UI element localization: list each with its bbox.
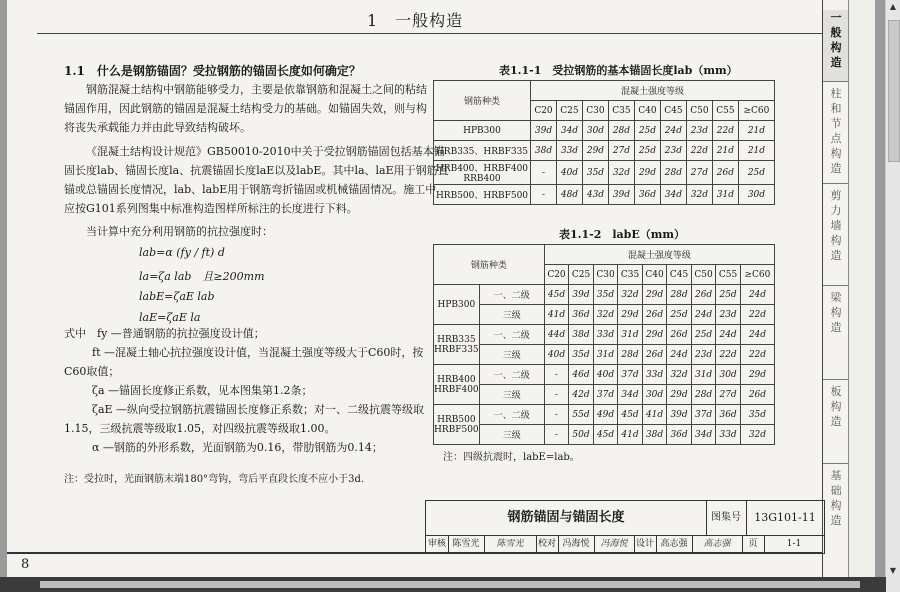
table2-row-header: 钢筋种类	[434, 245, 545, 285]
table2-cell: 33d	[716, 425, 741, 445]
atlas-value: 13G101-11	[746, 501, 824, 536]
table1-cell: 30d	[582, 121, 608, 141]
table-row	[434, 385, 775, 405]
table1-cell: 28d	[608, 121, 634, 141]
scroll-down-icon[interactable]: ▼	[889, 566, 897, 575]
table1-cell: 23d	[686, 121, 712, 141]
table2-cell: 41d	[544, 305, 569, 325]
formula-labe: labE=ζaE lab	[139, 290, 215, 303]
horizontal-scrollbar[interactable]	[0, 577, 886, 592]
table1-cell: 34d	[660, 185, 686, 205]
table2-cell: 36d	[569, 305, 594, 325]
section-heading: 1.1 什么是钢筋锚固？受拉钢筋的锚固长度如何确定？	[64, 64, 361, 78]
table1-column-header: C35	[608, 101, 634, 121]
paragraph-2	[64, 142, 449, 218]
table2-cell: 35d	[569, 345, 594, 365]
definition-line: ft —混凝土轴心抗拉强度设计值，当混凝土强度等级大于C60时，按	[92, 346, 424, 359]
table2-grade: 三级	[479, 385, 544, 405]
table2	[433, 244, 775, 445]
table2-cell: 50d	[569, 425, 594, 445]
title-block	[425, 500, 825, 554]
page-number: 8	[21, 557, 30, 572]
table2-cell: 24d	[691, 305, 716, 325]
table2-column-header: C25	[569, 265, 594, 285]
sidebar-divider	[823, 285, 849, 286]
table-row	[434, 185, 775, 205]
table1-group-header: 混凝土强度等级	[531, 81, 775, 101]
table2-cell: 22d	[716, 345, 741, 365]
table2-cell: 23d	[716, 305, 741, 325]
table1-cell: 27d	[608, 141, 634, 161]
paragraph-1	[64, 80, 427, 137]
design-label: 设计	[634, 535, 657, 553]
table2-column-header: C30	[593, 265, 618, 285]
table2-cell: -	[544, 365, 569, 385]
table1	[433, 80, 775, 205]
table2-cell: -	[544, 385, 569, 405]
sidebar-tab-4[interactable]: 板 构 造	[830, 385, 842, 428]
table2-cell: 33d	[642, 365, 667, 385]
table2-cell: 29d	[642, 325, 667, 345]
sidebar-tab-5[interactable]: 基 础 构 造	[830, 469, 842, 527]
review-name: 陈雪光	[448, 535, 485, 553]
table2-cell: 38d	[642, 425, 667, 445]
page-value: 1-1	[786, 539, 802, 549]
table1-column-header: C50	[686, 101, 712, 121]
table-row	[434, 161, 775, 185]
table2-cell: 28d	[618, 345, 643, 365]
table2-column-header: C45	[667, 265, 692, 285]
horizontal-scroll-thumb[interactable]	[40, 581, 860, 588]
check-name: 冯海悦	[558, 535, 595, 553]
table2-cell: 49d	[593, 405, 618, 425]
table2-grade: 一、二级	[479, 285, 544, 305]
table2-cell: 31d	[618, 325, 643, 345]
design-signature: 高志强	[692, 535, 743, 553]
section-note: 注：受拉时，光面钢筋末端180°弯钩，弯后平直段长度不应小于3d.	[64, 474, 365, 485]
review-signature: 陈雪光	[484, 535, 537, 553]
paragraph-line: 钢筋混凝土结构中钢筋能够受力，主要是依靠钢筋和混凝土之间的粘结	[86, 83, 427, 96]
table2-cell: 37d	[618, 365, 643, 385]
table1-cell: 22d	[686, 141, 712, 161]
table2-group-name: HPB300	[434, 285, 480, 325]
table2-cell: 22d	[740, 305, 774, 325]
table2-column-header: C20	[544, 265, 569, 285]
table1-cell: 39d	[531, 121, 557, 141]
table-row	[434, 325, 775, 345]
table2-grade: 一、二级	[479, 365, 544, 385]
table1-column-header: C40	[634, 101, 660, 121]
definition-line: 式中 fy —普通钢筋的抗拉强度设计值；	[64, 327, 265, 340]
table1-cell: 31d	[712, 185, 738, 205]
paragraph-line: 锚固作用，因此钢筋的锚固是混凝土结构受力的基础。如锚固失效，则与构	[64, 102, 427, 115]
table1-cell: 29d	[634, 161, 660, 185]
table2-cell: 31d	[691, 365, 716, 385]
table1-cell: 30d	[738, 185, 774, 205]
table2-cell: 40d	[544, 345, 569, 365]
table2-cell: 39d	[569, 285, 594, 305]
document-page	[7, 0, 875, 577]
table2-caption: 表1.1-2 labE（mm）	[559, 228, 686, 241]
definition-line: ζa —锚固长度修正系数，见本图集第1.2条；	[92, 384, 313, 397]
formula-la: la=ζa lab 且≥200mm	[139, 270, 265, 283]
chapter-title: 1 一般构造	[367, 11, 464, 30]
table2-cell: 35d	[740, 405, 774, 425]
sidebar-tab-1[interactable]: 柱 和 节 点 构 造	[830, 87, 842, 175]
table2-cell: 25d	[667, 305, 692, 325]
table2-cell: 24d	[740, 285, 774, 305]
sidebar-tab-0[interactable]: 一 般 构 造	[823, 10, 849, 82]
table1-cell: 39d	[608, 185, 634, 205]
table2-note: 注：四级抗震时，labE=lab。	[443, 452, 580, 463]
table2-cell: 45d	[618, 405, 643, 425]
table2-cell: 32d	[667, 365, 692, 385]
table2-cell: 23d	[691, 345, 716, 365]
table2-cell: 44d	[544, 325, 569, 345]
table1-cell: -	[531, 161, 557, 185]
formula-lae: laE=ζaE la	[139, 311, 201, 324]
review-label: 审核	[426, 535, 449, 553]
table2-cell: 42d	[569, 385, 594, 405]
table2-cell: 30d	[642, 385, 667, 405]
check-signature: 冯海悦	[594, 535, 635, 553]
table2-cell: 29d	[618, 305, 643, 325]
table1-cell: 22d	[712, 121, 738, 141]
formula-lab: lab=α (fy / ft) d	[139, 246, 225, 259]
table1-caption: 表1.1-1 受拉钢筋的基本锚固长度lab（mm）	[499, 64, 738, 77]
definitions	[64, 324, 424, 457]
table2-cell: 29d	[667, 385, 692, 405]
table2-cell: 45d	[544, 285, 569, 305]
table2-cell: 40d	[593, 365, 618, 385]
atlas-label: 图集号	[706, 501, 747, 536]
table1-column-header: C20	[531, 101, 557, 121]
table2-cell: 41d	[642, 405, 667, 425]
table1-cell: -	[531, 185, 557, 205]
table2-cell: -	[544, 425, 569, 445]
table2-cell: 29d	[740, 365, 774, 385]
table1-row-name: HPB300	[434, 121, 531, 141]
table2-cell: 55d	[569, 405, 594, 425]
paragraph-3: 当计算中充分利用钢筋的抗拉强度时：	[86, 225, 273, 238]
table1-row-name: HRB500、HRBF500	[434, 185, 531, 205]
table1-cell: 21d	[738, 141, 774, 161]
sidebar-tab-3[interactable]: 梁 构 造	[830, 291, 842, 334]
table-row	[434, 345, 775, 365]
table2-cell: 36d	[667, 425, 692, 445]
table1-cell: 29d	[582, 141, 608, 161]
table2-cell: 32d	[740, 425, 774, 445]
table2-cell: 26d	[642, 305, 667, 325]
table-row	[434, 365, 775, 385]
table2-cell: 26d	[691, 285, 716, 305]
table2-grade: 一、二级	[479, 325, 544, 345]
table1-cell: 28d	[660, 161, 686, 185]
paragraph-line: 锚或总锚固长度情况，lab、labE用于钢筋弯折锚固或机械锚固情况。施工中	[64, 183, 437, 196]
table2-column-header: ≥C60	[740, 265, 774, 285]
sidebar-tab-2[interactable]: 剪 力 墙 构 造	[830, 189, 842, 262]
sidebar-divider	[823, 183, 849, 184]
title-block-title: 钢筋锚固与锚固长度	[426, 501, 707, 536]
table2-cell: 24d	[667, 345, 692, 365]
table2-cell: 34d	[618, 385, 643, 405]
table1-cell: 21d	[738, 121, 774, 141]
table2-cell: 22d	[740, 345, 774, 365]
table2-cell: 28d	[667, 285, 692, 305]
table2-cell: 24d	[740, 325, 774, 345]
table1-row-name: HRB400、HRBF400 RRB400	[434, 161, 531, 185]
table1-cell: 32d	[608, 161, 634, 185]
table-row	[434, 121, 775, 141]
table2-cell: 46d	[569, 365, 594, 385]
table1-cell: 43d	[582, 185, 608, 205]
signature-row	[426, 535, 824, 553]
definition-line: α —钢筋的外形系数，光面钢筋为0.16，带肋钢筋为0.14；	[92, 441, 383, 454]
table2-cell: 31d	[593, 345, 618, 365]
table1-cell: 34d	[556, 121, 582, 141]
table2-cell: 33d	[593, 325, 618, 345]
vertical-scrollbar[interactable]	[885, 0, 900, 592]
scroll-thumb[interactable]	[888, 20, 900, 162]
definition-line: ζaE —纵向受拉钢筋抗震锚固长度修正系数；对一、二级抗震等级取	[92, 403, 425, 416]
table1-column-header: C55	[712, 101, 738, 121]
table2-cell: 34d	[691, 425, 716, 445]
table-row	[434, 141, 775, 161]
table2-grade: 三级	[479, 425, 544, 445]
sidebar-divider	[823, 81, 849, 82]
table1-column-header: ≥C60	[738, 101, 774, 121]
table1-cell: 38d	[531, 141, 557, 161]
table2-cell: -	[544, 405, 569, 425]
table2-group-name: HRB335 HRBF335	[434, 325, 480, 365]
table2-grade: 三级	[479, 345, 544, 365]
table-row	[434, 285, 775, 305]
table2-column-header: C50	[691, 265, 716, 285]
table2-grade: 一、二级	[479, 405, 544, 425]
table1-column-header: C30	[582, 101, 608, 121]
table2-cell: 28d	[691, 385, 716, 405]
footer-rule	[7, 552, 823, 554]
table2-cell: 35d	[593, 285, 618, 305]
table2-cell: 45d	[593, 425, 618, 445]
table2-group-name: HRB500 HRBF500	[434, 405, 480, 445]
paragraph-line: 将丧失承载能力并由此导致结构破坏。	[64, 121, 251, 134]
table-row	[434, 305, 775, 325]
table2-cell: 38d	[569, 325, 594, 345]
table2-grade: 三级	[479, 305, 544, 325]
table2-cell: 26d	[667, 325, 692, 345]
table2-cell: 32d	[618, 285, 643, 305]
table2-cell: 32d	[593, 305, 618, 325]
table1-row-name: HRB335、HRBF335	[434, 141, 531, 161]
header-rule	[37, 33, 827, 34]
table2-group-name: HRB400 HRBF400	[434, 365, 480, 405]
sidebar-divider	[823, 463, 849, 464]
table1-cell: 32d	[686, 185, 712, 205]
design-name: 高志强	[656, 535, 693, 553]
table1-row-header: 钢筋种类	[434, 81, 531, 121]
table2-cell: 27d	[716, 385, 741, 405]
table2-cell: 41d	[618, 425, 643, 445]
table1-cell: 35d	[582, 161, 608, 185]
table1-column-header: C45	[660, 101, 686, 121]
table1-cell: 24d	[660, 121, 686, 141]
table1-cell: 25d	[738, 161, 774, 185]
table2-cell: 25d	[716, 285, 741, 305]
table1-cell: 48d	[556, 185, 582, 205]
table-row	[434, 425, 775, 445]
table2-cell: 37d	[691, 405, 716, 425]
page-margin	[848, 0, 875, 577]
chapter-sidebar	[822, 0, 849, 577]
table2-group-header: 混凝土强度等级	[544, 245, 774, 265]
definition-line: C60取值；	[64, 365, 120, 378]
table1-cell: 25d	[634, 141, 660, 161]
table2-cell: 26d	[642, 345, 667, 365]
table1-cell: 36d	[634, 185, 660, 205]
paragraph-line: 《混凝土结构设计规范》GB50010-2010中关于受拉钢筋锚固包括基本锚	[86, 145, 445, 158]
paragraph-line: 应按G101系列图集中标准构造图样所标注的长度进行下料。	[64, 202, 358, 215]
table2-cell: 29d	[642, 285, 667, 305]
table1-cell: 40d	[556, 161, 582, 185]
definition-line: 1.15，三级抗震等级取1.05，对四级抗震等级取1.00。	[64, 422, 336, 435]
table1-cell: 33d	[556, 141, 582, 161]
table2-cell: 25d	[691, 325, 716, 345]
table1-cell: 26d	[712, 161, 738, 185]
table1-cell: 21d	[712, 141, 738, 161]
table2-cell: 37d	[593, 385, 618, 405]
table2-cell: 30d	[716, 365, 741, 385]
table1-cell: 25d	[634, 121, 660, 141]
table2-cell: 39d	[667, 405, 692, 425]
paragraph-line: 固长度lab、锚固长度la、抗震锚固长度laE以及labE。其中la、laE用于钢筋直	[64, 164, 449, 177]
scroll-up-icon[interactable]: ▲	[889, 2, 897, 11]
table1-cell: 23d	[660, 141, 686, 161]
table2-column-header: C35	[618, 265, 643, 285]
table2-cell: 36d	[716, 405, 741, 425]
check-label: 校对	[536, 535, 559, 553]
table2-column-header: C40	[642, 265, 667, 285]
table1-cell: 27d	[686, 161, 712, 185]
table2-column-header: C55	[716, 265, 741, 285]
table1-column-header: C25	[556, 101, 582, 121]
table2-cell: 24d	[716, 325, 741, 345]
page-label: 页	[742, 535, 765, 553]
sidebar-divider	[823, 379, 849, 380]
table-row	[434, 405, 775, 425]
table2-cell: 26d	[740, 385, 774, 405]
